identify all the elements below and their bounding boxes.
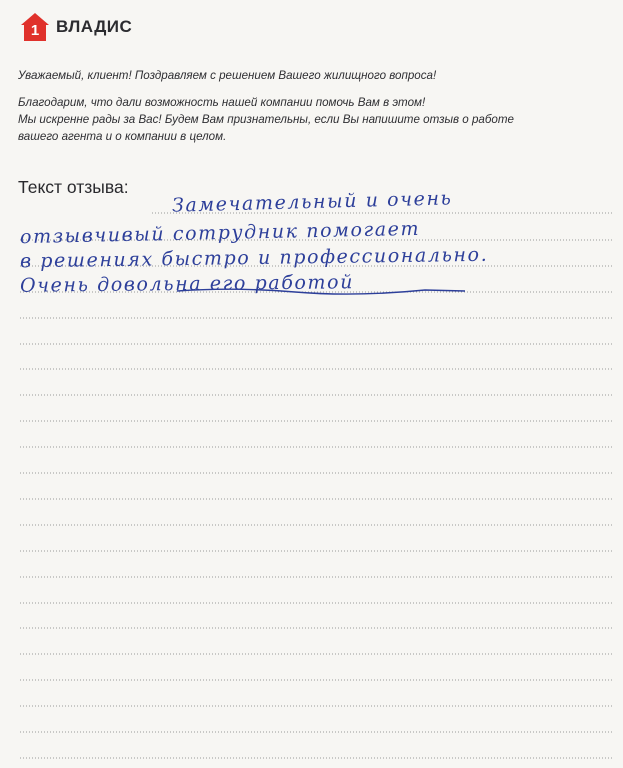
greeting-line: Уважаемый, клиент! Поздравляем с решением Вашего жилищного вопроса!: [18, 69, 437, 82]
brand-name: ВЛАДИС: [56, 17, 133, 36]
thanks-line: Благодарим, что дали возможность нашей компании помочь Вам в этом!: [18, 96, 426, 109]
handwritten-line: в решениях быстро и профессионально.: [19, 243, 489, 273]
request-line-continued: вашего агента и о компании в целом.: [18, 130, 227, 143]
handwritten-line: отзывчивый сотрудник помогает: [19, 217, 421, 249]
logo-number: 1: [30, 22, 40, 39]
request-line: Мы искренне рады за Вас! Будем Вам признательны, если Вы напишите отзыв о работе: [18, 113, 514, 126]
review-label: Текст отзыва:: [18, 177, 129, 197]
handwritten-line: Очень довольна его работой: [19, 271, 355, 297]
handwriting-underline: [175, 285, 475, 297]
handwritten-line: Замечательный и очень: [171, 187, 453, 217]
